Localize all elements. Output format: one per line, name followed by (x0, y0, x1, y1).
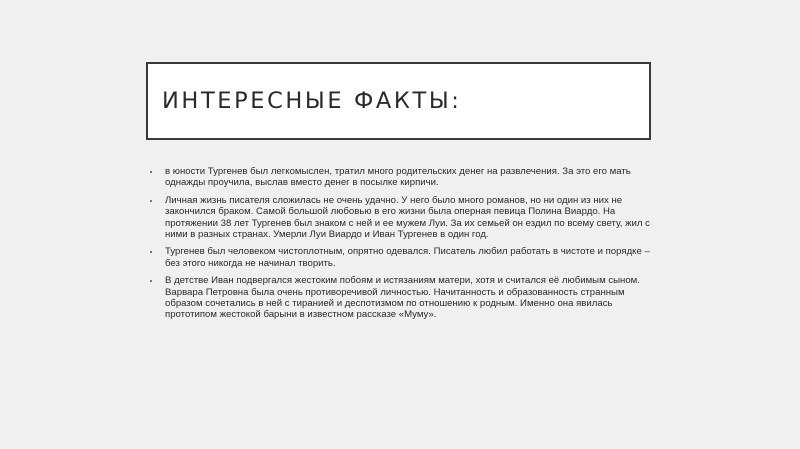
facts-list (150, 166, 650, 327)
bullet-icon (150, 251, 152, 253)
title-box (146, 62, 651, 140)
fact-text: в юности Тургенев был легкомыслен, тратил много родительских денег на развлечения. За это его мать однажды проучила, выслав вместо денег в посылке кирпичи. (165, 166, 631, 189)
fact-text: Личная жизнь писателя сложилась не очень удачно. У него было много романов, но ни один из них не закончился браком. Самой большой любовью в его жизни была оперная певица Полина Виардо. На протяжении 38 лет Тургенев был знаком с ней и ее мужем Луи. За их семьей он ездил по всему свету, жил с ними в разных странах. Умерли Луи Виардо и Иван Тургенев в один год. (165, 194, 650, 241)
fact-text: Тургенев был человеком чистоплотным, опрятно одевался. Писатель любил работать в чистоте и порядке – без этого никогда не начинал творить. (165, 246, 650, 269)
fact-text: В детстве Иван подвергался жестоким побоям и истязаниям матери, хотя и считался её любимым сыном. Варвара Петровна была очень противоречивой личностью. Начитанность и образованность странным образом сочетались в ней с тиранией и деспотизмом по отношению к родным. Именно она явилась прототипом жестокой барыни в известном рассказе «Муму». (165, 275, 640, 321)
bullet-icon (150, 280, 152, 282)
slide-title: ИНТЕРЕСНЫЕ ФАКТЫ: (162, 88, 462, 114)
fact-item (150, 246, 650, 269)
fact-item (150, 166, 650, 189)
fact-item (150, 195, 650, 241)
bullet-icon (150, 171, 152, 173)
bullet-icon (150, 200, 152, 202)
fact-item (150, 275, 650, 321)
